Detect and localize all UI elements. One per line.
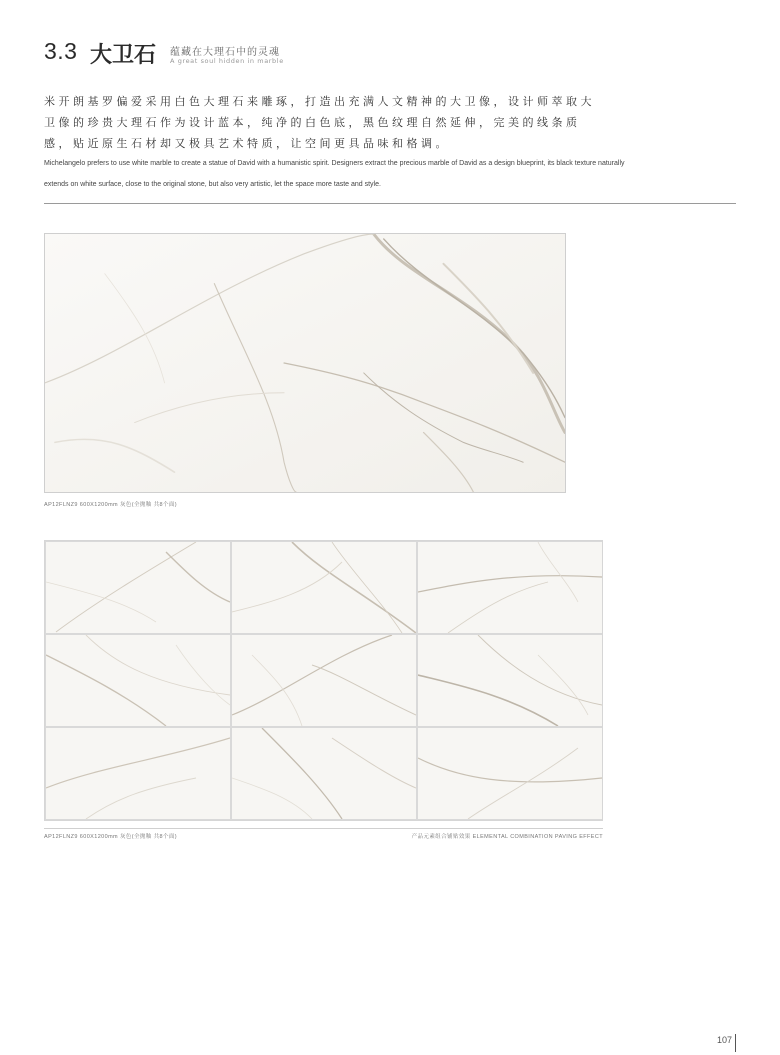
paving-grid [44, 540, 603, 821]
marble-slab-image [44, 233, 566, 493]
grid-underline [44, 828, 603, 829]
marble-veins [45, 234, 565, 492]
page-number-bar [735, 1034, 736, 1052]
marble-tile [418, 728, 602, 819]
marble-tile [46, 728, 230, 819]
grid-caption-left: AP12FLNZ9 600X1200mm 灰色(全抛釉 共8个面) [44, 834, 178, 840]
subtitle-en: A great soul hidden in marble [170, 57, 284, 65]
section-number: 3.3 [44, 38, 78, 64]
marble-tile [418, 635, 602, 726]
page-title: 大卫石 [90, 43, 157, 68]
slab-caption: AP12FLNZ9 600X1200mm 灰色(全抛釉 共8个面) [44, 502, 178, 508]
marble-tile [232, 542, 416, 633]
marble-tile [232, 635, 416, 726]
marble-tile [46, 542, 230, 633]
description-en: Michelangelo prefers to use white marble to create a statue of David with a humanistic spirit. Designers extract the precious marble of David as a design blueprint, its black texture naturally extends on white surface, close to the original stone, but also very artistic, let the space more taste and style. [44, 160, 625, 188]
subtitle-cn: 蕴藏在大理石中的灵魂 [170, 47, 280, 58]
marble-tile [232, 728, 416, 819]
marble-tile [46, 635, 230, 726]
divider [44, 203, 736, 204]
grid-caption-right: 产品元素组合铺贴效果 ELEMENTAL COMBINATION PAVING EFFECT [411, 834, 603, 840]
description-cn: 米开朗基罗偏爱采用白色大理石来雕琢，打造出充满人文精神的大卫像，设计师萃取大卫像的珍贵大理石作为设计蓝本，纯净的白色底，黑色纹理自然延伸，完美的线条质感，贴近原生石材却又极具艺术特质，让空间更具品味和格调。 [44, 95, 595, 150]
marble-tile [418, 542, 602, 633]
page-number: 107 [716, 1035, 732, 1045]
